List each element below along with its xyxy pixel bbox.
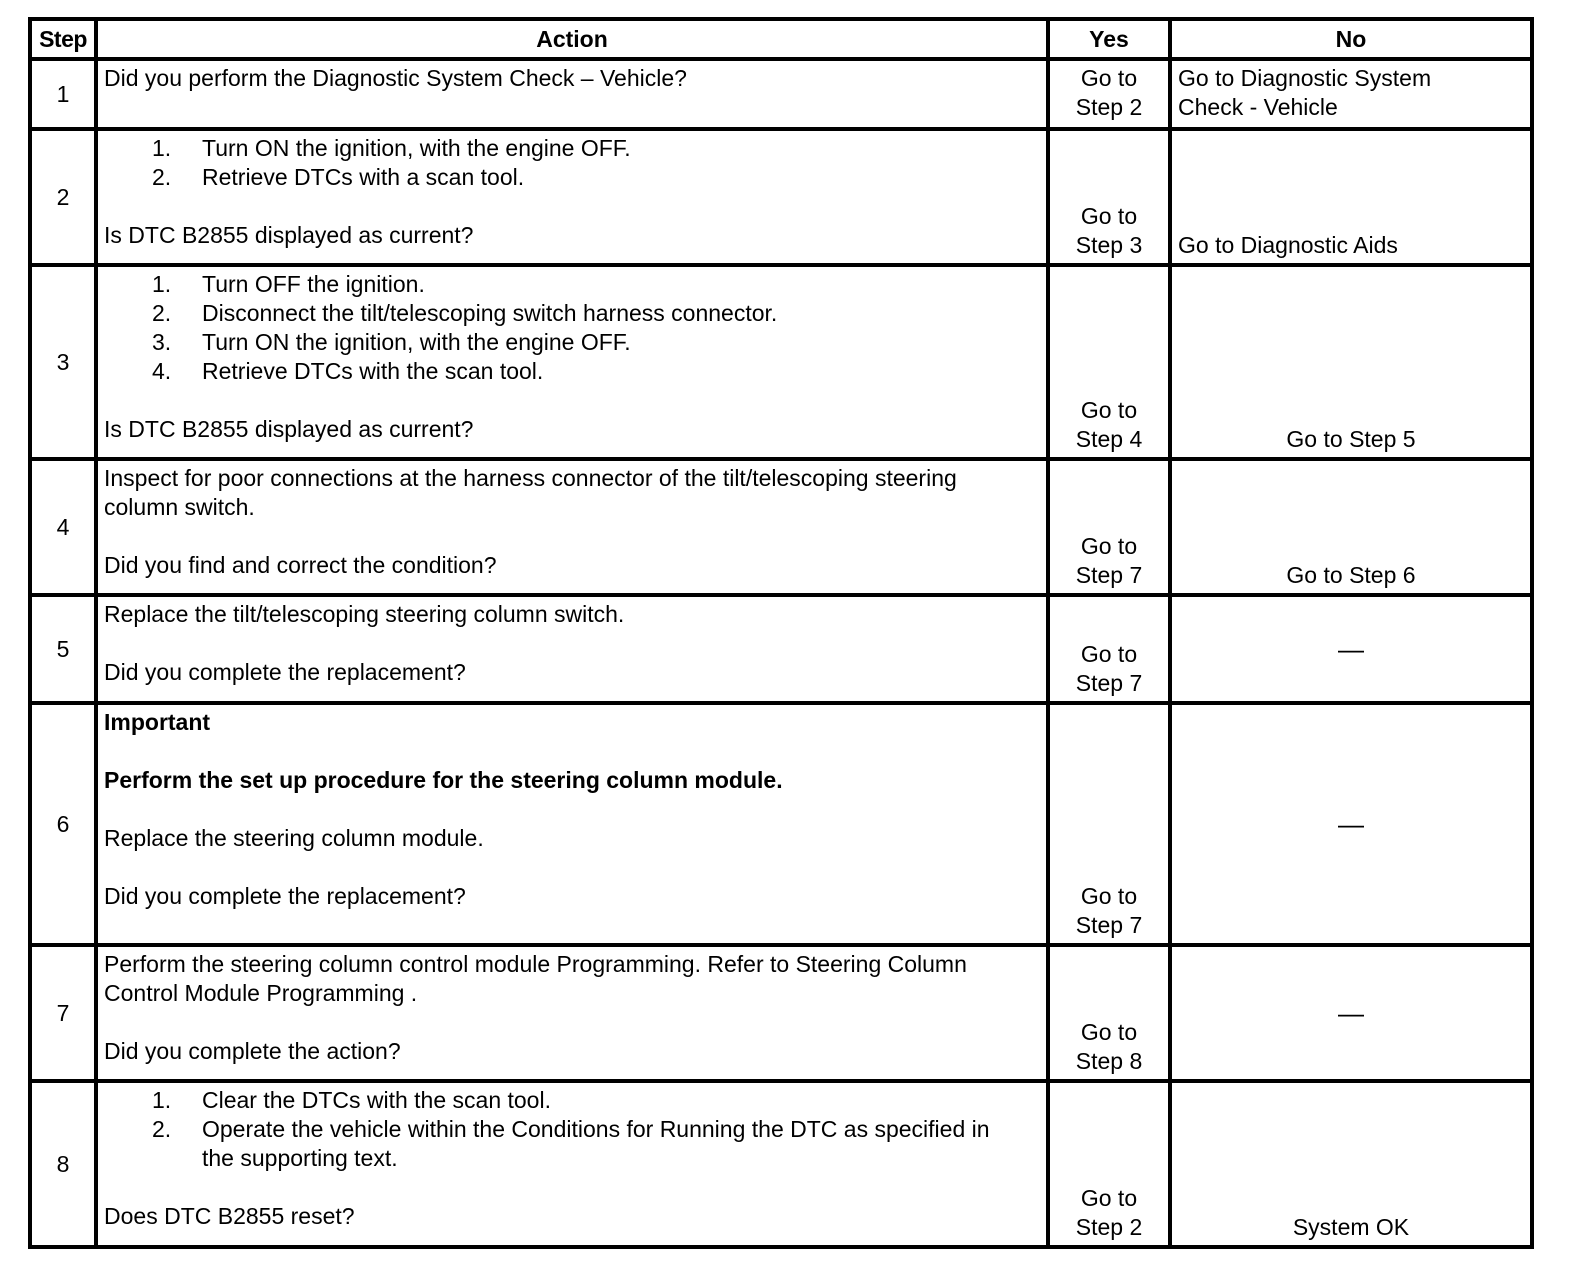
yes-line: Step 2 (1075, 1214, 1143, 1240)
yes-line: Step 4 (1075, 426, 1143, 452)
action-question: Did you perform the Diagnostic System Check – Vehicle? (104, 65, 687, 91)
action-question: Is DTC B2855 displayed as current? (104, 222, 474, 248)
action-cell (96, 265, 1048, 459)
yes-line: Step 2 (1075, 94, 1143, 120)
no-cell: — (1170, 703, 1532, 945)
yes-cell (1048, 265, 1170, 459)
step-number: 1 (30, 59, 96, 129)
yes-cell (1048, 1081, 1170, 1247)
yes-line: Step 7 (1075, 562, 1143, 588)
header-no: No (1170, 19, 1532, 59)
action-text-line: Inspect for poor connections at the harness connector of the tilt/telescoping steering (104, 465, 957, 491)
action-list (104, 134, 1040, 192)
yes-cell (1048, 945, 1170, 1081)
action-question: Did you find and correct the condition? (104, 552, 497, 578)
yes-cell (1048, 703, 1170, 945)
yes-line: Go to (1080, 533, 1138, 559)
list-item: 2. Disconnect the tilt/telescoping switch harness connector. (152, 300, 778, 326)
table-row (30, 59, 1532, 129)
table-row (30, 265, 1532, 459)
yes-cell (1048, 459, 1170, 595)
step-number: 7 (30, 945, 96, 1081)
yes-cell (1048, 595, 1170, 703)
no-cell: System OK (1170, 1081, 1532, 1247)
yes-line: Go to (1080, 641, 1138, 667)
yes-line: Step 7 (1075, 912, 1143, 938)
no-cell: — (1170, 595, 1532, 703)
action-cell (96, 595, 1048, 703)
step-number: 2 (30, 129, 96, 265)
yes-line: Go to (1080, 1019, 1138, 1045)
header-action: Action (96, 19, 1048, 59)
action-question: Does DTC B2855 reset? (104, 1203, 355, 1229)
list-item: 2. Operate the vehicle within the Conditions for Running the DTC as specified in the supporting text. (152, 1116, 990, 1171)
yes-line: Go to (1080, 203, 1138, 229)
step-number: 3 (30, 265, 96, 459)
diagnostic-table (28, 17, 1534, 1249)
yes-line: Step 7 (1075, 670, 1143, 696)
list-item: 1. Turn ON the ignition, with the engine OFF. (152, 135, 631, 161)
header-yes: Yes (1048, 19, 1170, 59)
action-list (104, 270, 1040, 386)
action-text-line: Control Module Programming . (104, 980, 418, 1006)
action-cell (96, 703, 1048, 945)
no-line: Go to Diagnostic System (1178, 65, 1432, 91)
important-heading: Important (104, 709, 211, 735)
table-row (30, 945, 1532, 1081)
action-text-line: Replace the tilt/telescoping steering column switch. (104, 601, 625, 627)
important-text: Perform the set up procedure for the steering column module. (104, 767, 783, 793)
yes-line: Step 8 (1075, 1048, 1143, 1074)
list-item: 3. Turn ON the ignition, with the engine OFF. (152, 329, 631, 355)
action-text-line: column switch. (104, 494, 255, 520)
yes-cell (1048, 129, 1170, 265)
list-item: 4. Retrieve DTCs with the scan tool. (152, 358, 544, 384)
no-cell: Go to Step 5 (1170, 265, 1532, 459)
header-row (30, 19, 1532, 59)
table-row (30, 703, 1532, 945)
no-line: Check - Vehicle (1178, 94, 1338, 120)
yes-line: Step 3 (1075, 232, 1143, 258)
list-item: 1. Clear the DTCs with the scan tool. (152, 1087, 551, 1113)
action-cell (96, 59, 1048, 129)
yes-line: Go to (1080, 1185, 1138, 1211)
step-number: 5 (30, 595, 96, 703)
header-step: Step (30, 19, 96, 59)
yes-line: Go to (1080, 883, 1138, 909)
action-question: Is DTC B2855 displayed as current? (104, 416, 474, 442)
action-cell (96, 945, 1048, 1081)
step-number: 6 (30, 703, 96, 945)
list-item: 1. Turn OFF the ignition. (152, 271, 425, 297)
action-question: Did you complete the replacement? (104, 883, 466, 909)
table-row (30, 459, 1532, 595)
action-cell (96, 1081, 1048, 1247)
table-row (30, 595, 1532, 703)
action-list (104, 1086, 1040, 1173)
no-cell: Go to Step 6 (1170, 459, 1532, 595)
no-cell: Go to Diagnostic Aids (1170, 129, 1532, 265)
action-question: Did you complete the replacement? (104, 659, 466, 685)
action-question: Did you complete the action? (104, 1038, 401, 1064)
action-text-line: Replace the steering column module. (104, 825, 484, 851)
step-number: 4 (30, 459, 96, 595)
action-cell (96, 459, 1048, 595)
no-cell: — (1170, 945, 1532, 1081)
list-item: 2. Retrieve DTCs with a scan tool. (152, 164, 525, 190)
action-cell (96, 129, 1048, 265)
table-row (30, 129, 1532, 265)
yes-line: Go to (1080, 397, 1138, 423)
step-number: 8 (30, 1081, 96, 1247)
yes-cell (1048, 59, 1170, 129)
yes-line: Go to (1080, 65, 1138, 91)
no-cell (1170, 59, 1532, 129)
table-row (30, 1081, 1532, 1247)
action-text-line: Perform the steering column control module Programming. Refer to Steering Column (104, 951, 967, 977)
